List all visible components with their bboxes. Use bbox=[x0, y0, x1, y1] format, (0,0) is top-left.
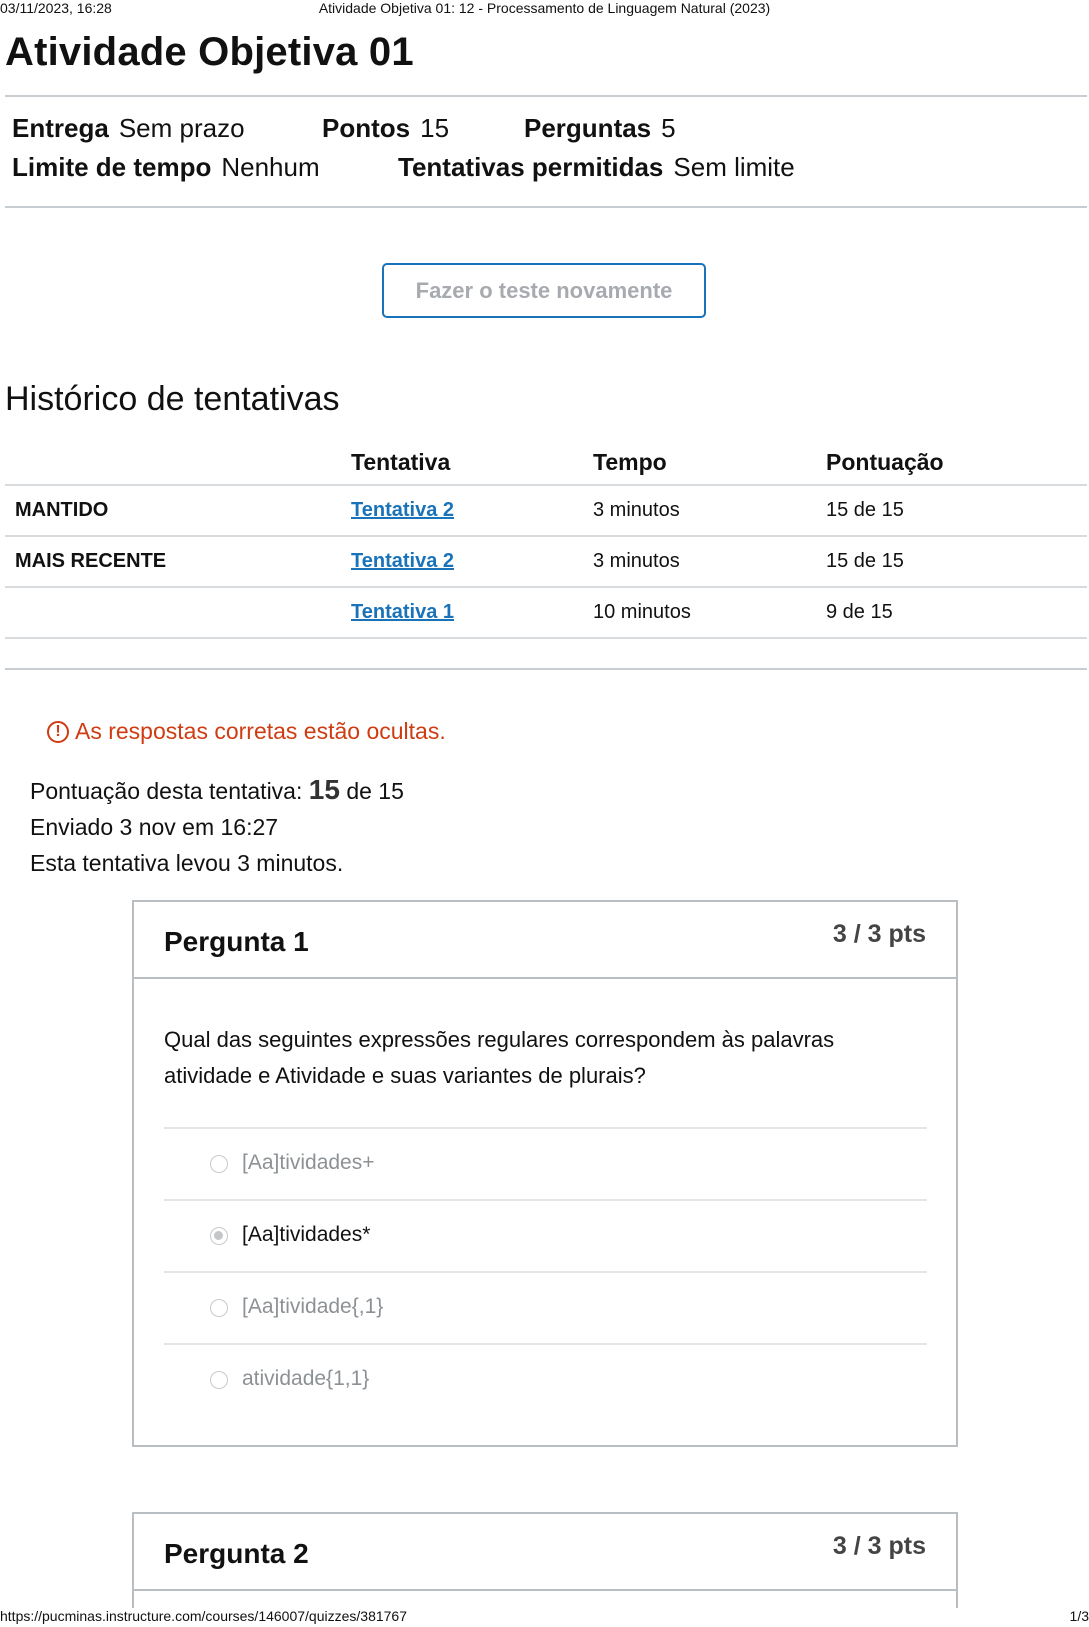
detail-limite-label: Limite de tempo bbox=[12, 152, 212, 182]
attempt-history-heading: Histórico de tentativas bbox=[5, 380, 340, 418]
attempt-score: 15 de 15 bbox=[826, 536, 1087, 587]
attempt-link[interactable]: Tentativa 1 bbox=[351, 601, 454, 623]
hidden-answers-text: As respostas corretas estão ocultas. bbox=[75, 718, 446, 744]
score-suffix: de 15 bbox=[346, 778, 404, 804]
attempt-score: 9 de 15 bbox=[826, 587, 1087, 638]
question-title: Pergunta 2 bbox=[164, 1538, 309, 1569]
answer-option bbox=[164, 1343, 927, 1415]
print-date: 03/11/2023, 16:28 bbox=[0, 0, 112, 16]
radio-button bbox=[210, 1371, 228, 1389]
attempt-history-table bbox=[5, 440, 1087, 639]
duration-info: Esta tentativa levou 3 minutos. bbox=[30, 850, 344, 876]
detail-tentativas bbox=[398, 152, 795, 183]
detail-limite bbox=[12, 152, 320, 183]
answer-option bbox=[164, 1127, 927, 1199]
detail-entrega-value: Sem prazo bbox=[118, 113, 245, 143]
attempt-time: 3 minutos bbox=[593, 536, 826, 587]
page-title: Atividade Objetiva 01 bbox=[5, 30, 414, 74]
col-header-score: Pontuação bbox=[826, 448, 944, 475]
radio-button-selected bbox=[210, 1227, 228, 1245]
attempt-time: 3 minutos bbox=[593, 485, 826, 536]
col-header-label bbox=[5, 440, 351, 485]
col-header-attempt: Tentativa bbox=[351, 448, 451, 475]
detail-entrega bbox=[12, 113, 245, 144]
attempt-status-label: MAIS RECENTE bbox=[5, 536, 351, 587]
question-title: Pergunta 1 bbox=[164, 926, 309, 957]
detail-tentativas-value: Sem limite bbox=[673, 152, 795, 182]
table-row bbox=[5, 536, 1087, 587]
hidden-answers-notice bbox=[47, 718, 446, 745]
divider bbox=[5, 95, 1087, 97]
attempt-time: 10 minutos bbox=[593, 587, 826, 638]
attempt-score-summary bbox=[30, 774, 404, 806]
col-header-time: Tempo bbox=[593, 448, 667, 475]
attempt-status-label: MANTIDO bbox=[5, 485, 351, 536]
detail-pontos bbox=[322, 113, 449, 144]
detail-pontos-value: 15 bbox=[420, 113, 450, 143]
question-card bbox=[132, 900, 958, 1447]
attempt-link[interactable]: Tentativa 2 bbox=[351, 499, 454, 521]
submitted-info: Enviado 3 nov em 16:27 bbox=[30, 814, 279, 840]
question-points: 3 / 3 pts bbox=[832, 920, 926, 948]
question-header bbox=[134, 1514, 956, 1591]
attempt-score: 15 de 15 bbox=[826, 485, 1087, 536]
question-card bbox=[132, 1512, 958, 1608]
warning-icon: ! bbox=[47, 721, 69, 743]
question-points: 3 / 3 pts bbox=[832, 1532, 926, 1560]
radio-button bbox=[210, 1299, 228, 1317]
table-row bbox=[5, 485, 1087, 536]
print-header bbox=[0, 0, 1089, 18]
answer-text: [Aa]tividades+ bbox=[242, 1151, 375, 1174]
answer-option bbox=[164, 1271, 927, 1343]
answer-option-selected bbox=[164, 1199, 927, 1271]
print-footer bbox=[0, 1608, 1089, 1626]
attempt-link[interactable]: Tentativa 2 bbox=[351, 550, 454, 572]
detail-perguntas-label: Perguntas bbox=[524, 113, 652, 143]
detail-perguntas bbox=[524, 113, 676, 144]
detail-tentativas-label: Tentativas permitidas bbox=[398, 152, 664, 182]
answer-text: [Aa]tividades* bbox=[242, 1223, 371, 1246]
answer-text: [Aa]tividade{,1} bbox=[242, 1295, 384, 1318]
table-header-row bbox=[5, 440, 1087, 485]
divider bbox=[5, 206, 1087, 208]
divider bbox=[5, 668, 1087, 670]
print-title: Atividade Objetiva 01: 12 - Processamento de Linguagem Natural (2023) bbox=[318, 0, 771, 16]
detail-entrega-label: Entrega bbox=[12, 113, 109, 143]
answer-list bbox=[164, 1127, 927, 1415]
question-header bbox=[134, 902, 956, 979]
question-text: Qual das seguintes expressões regulares correspondem às palavras atividade e Atividade e suas variantes de plurais? bbox=[164, 1027, 835, 1088]
detail-limite-value: Nenhum bbox=[221, 152, 320, 182]
score-prefix: Pontuação desta tentativa: bbox=[30, 778, 303, 804]
detail-perguntas-value: 5 bbox=[661, 113, 676, 143]
print-page-number: 1/3 bbox=[1069, 1608, 1089, 1624]
detail-pontos-label: Pontos bbox=[322, 113, 411, 143]
retake-quiz-button[interactable]: Fazer o teste novamente bbox=[382, 263, 706, 318]
answer-text: atividade{1,1} bbox=[242, 1367, 370, 1390]
radio-button bbox=[210, 1155, 228, 1173]
score-value: 15 bbox=[308, 774, 340, 805]
print-url: https://pucminas.instructure.com/courses/146007/quizzes/381767 bbox=[0, 1608, 408, 1624]
attempt-status-label bbox=[5, 587, 351, 638]
table-row bbox=[5, 587, 1087, 638]
